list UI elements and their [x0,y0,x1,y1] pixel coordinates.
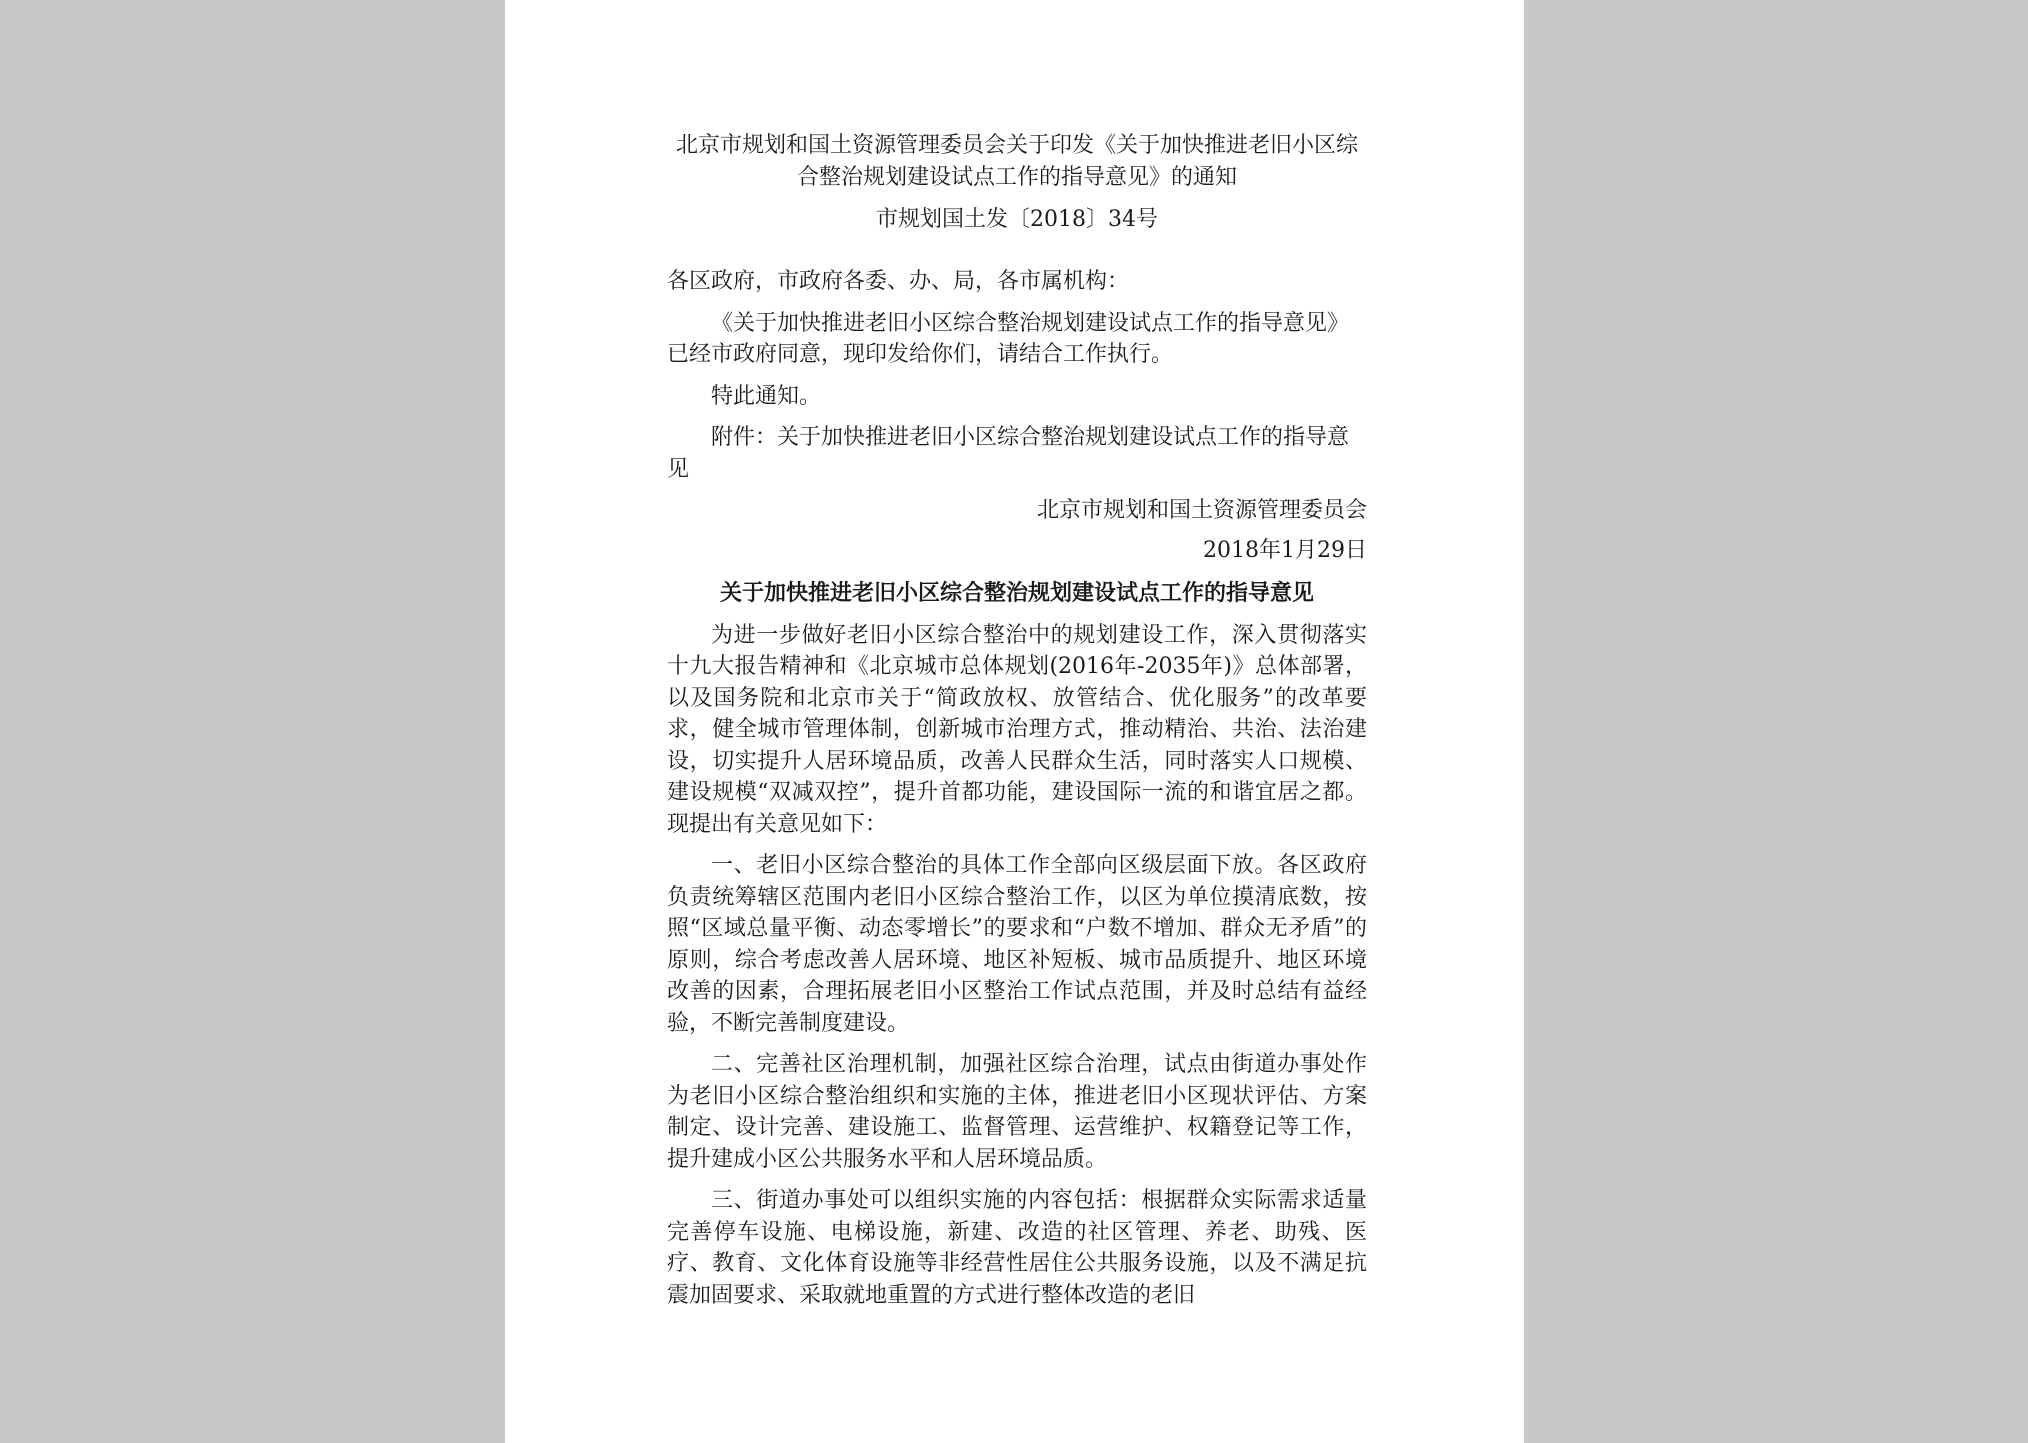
document-content [667,130,1367,1321]
notice-title: 北京市规划和国土资源管理委员会关于印发《关于加快推进老旧小区综合整治规划建设试点工作的指导意见》的通知 [675,133,1358,190]
opinion-title: 关于加快推进老旧小区综合整治规划建设试点工作的指导意见 [719,580,1314,606]
attachment-line: 附件：关于加快推进老旧小区综合整治规划建设试点工作的指导意见 [667,425,1350,482]
addressee: 各区政府，市政府各委、办、局，各市属机构： [667,269,1130,294]
document-number: 市规划国土发〔2018〕34号 [876,207,1158,232]
notice-line: 特此通知。 [711,383,822,409]
opinion-item-2: 二、完善社区治理机制，加强社区综合治理，试点由街道办事处作为老旧小区综合整治组织和实施的主体，推进老旧小区现状评估、方案制定、设计完善、建设施工、监督管理、运营维护、权籍登记等工作，提升建成小区公共服务水平和人居环境品质。 [667,1052,1367,1172]
opinion-item-1: 一、老旧小区综合整治的具体工作全部向区级层面下放。各区政府负责统筹辖区范围内老旧小区综合整治工作，以区为单位摸清底数，按照“区域总量平衡、动态零增长”的要求和“户数不增加、群众无矛盾”的原则，综合考虑改善人居环境、地区补短板、城市品质提升、地区环境改善的因素，合理拓展老旧小区整治工作试点范围，并及时总结有益经验，不断完善制度建设。 [667,853,1367,1036]
document-date: 2018年1月29日 [1203,537,1367,563]
opinion-preface: 为进一步做好老旧小区综合整治中的规划建设工作，深入贯彻落实十九大报告精神和《北京城市总体规划(2016年-2035年)》总体部署，以及国务院和北京市关于“简政放权、放管结合、优化服务”的改革要求，健全城市管理体制，创新城市治理方式，推动精治、共治、法治建设，切实提升人居环境品质，改善人民群众生活，同时落实人口规模、建设规模“双减双控”，提升首都功能，建设国际一流的和谐宜居之都。现提出有关意见如下： [667,622,1367,837]
document-page [505,0,1524,1443]
intro-paragraph: 《关于加快推进老旧小区综合整治规划建设试点工作的指导意见》已经市政府同意，现印发给你们，请结合工作执行。 [667,310,1350,367]
signatory: 北京市规划和国土资源管理委员会 [1036,498,1367,523]
opinion-item-3: 三、街道办事处可以组织实施的内容包括：根据群众实际需求适量完善停车设施、电梯设施，新建、改造的社区管理、养老、助残、医疗、教育、文化体育设施等非经营性居住公共服务设施，以及不满足抗震加固要求、采取就地重置的方式进行整体改造的老旧 [667,1188,1367,1308]
